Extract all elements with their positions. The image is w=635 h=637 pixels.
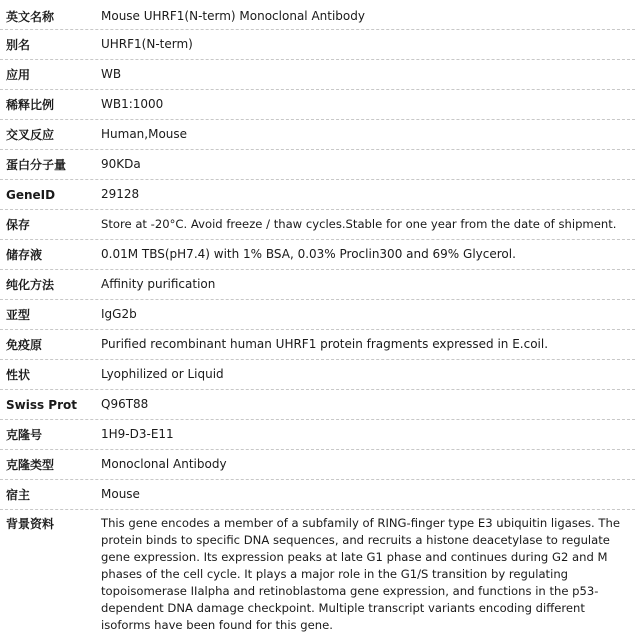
row-value: WB1:1000 [101, 97, 164, 111]
row-value: Affinity purification [101, 277, 216, 291]
row-value: Human,Mouse [101, 127, 188, 141]
row-label: 宿主 [6, 488, 31, 502]
row-label: 性状 [6, 368, 31, 382]
row-value: 1H9-D3-E11 [101, 427, 174, 441]
row-label: 储存液 [6, 248, 43, 262]
row-gene-id [0, 180, 635, 210]
row-storage [0, 210, 635, 240]
row-english-name [0, 0, 635, 30]
row-value: This gene encodes a member of a subfamily of RING-finger type E3 ubiquitin ligases. The protein binds to specific DNA sequences, and recruits a histone deacetylase to regulate gene expression. Its expression peaks at late G1 phase and continues during G2 and M phases of the cell cycle. It plays a major role in the G1/S transition by regulating topoisomerase IIalpha and retinoblastoma gene expression, and functions in the p53-dependent DNA damage checkpoint. Multiple transcript variants encoding different isoforms have been found for this gene. [101, 516, 620, 632]
row-label: 保存 [6, 218, 31, 232]
row-application [0, 60, 635, 90]
row-value: 90KDa [101, 157, 141, 171]
row-purification [0, 270, 635, 300]
row-label: 稀释比例 [6, 98, 55, 112]
row-clone-number [0, 420, 635, 450]
row-molecular-weight [0, 150, 635, 180]
row-label: 英文名称 [6, 9, 55, 24]
row-label: GeneID [6, 187, 56, 202]
row-label: 克隆号 [6, 428, 43, 442]
row-storage-buffer [0, 240, 635, 270]
row-label: 背景资料 [6, 517, 55, 531]
row-value: Mouse UHRF1(N-term) Monoclonal Antibody [101, 8, 365, 23]
row-label: 免疫原 [6, 338, 43, 352]
row-label: 别名 [6, 38, 31, 52]
row-alias [0, 30, 635, 60]
row-value: UHRF1(N-term) [101, 37, 193, 51]
row-label: 纯化方法 [6, 278, 55, 292]
row-dilution [0, 90, 635, 120]
row-immunogen [0, 330, 635, 360]
row-swiss-prot [0, 390, 635, 420]
row-value: Monoclonal Antibody [101, 457, 227, 471]
row-label: 蛋白分子量 [6, 158, 67, 172]
row-value: Purified recombinant human UHRF1 protein fragments expressed in E.coil. [101, 337, 549, 351]
row-label: 应用 [6, 68, 31, 82]
row-label: 克隆类型 [6, 458, 55, 472]
row-value: 29128 [101, 187, 140, 201]
row-form [0, 360, 635, 390]
row-clonality [0, 450, 635, 480]
row-value: Lyophilized or Liquid [101, 367, 224, 381]
row-value: Mouse [101, 487, 140, 501]
row-isotype [0, 300, 635, 330]
row-value: IgG2b [101, 307, 137, 321]
row-value: Store at -20°C. Avoid freeze / thaw cycles.Stable for one year from the date of shipment. [101, 217, 617, 231]
row-cross-reactivity [0, 120, 635, 150]
row-background [0, 510, 635, 637]
row-label: Swiss Prot [6, 397, 77, 412]
row-host [0, 480, 635, 510]
row-value: 0.01M TBS(pH7.4) with 1% BSA, 0.03% Proclin300 and 69% Glycerol. [101, 247, 516, 261]
row-value: Q96T88 [101, 397, 149, 411]
row-value: WB [101, 67, 122, 81]
row-label: 交叉反应 [6, 128, 55, 142]
row-label: 亚型 [6, 308, 31, 322]
